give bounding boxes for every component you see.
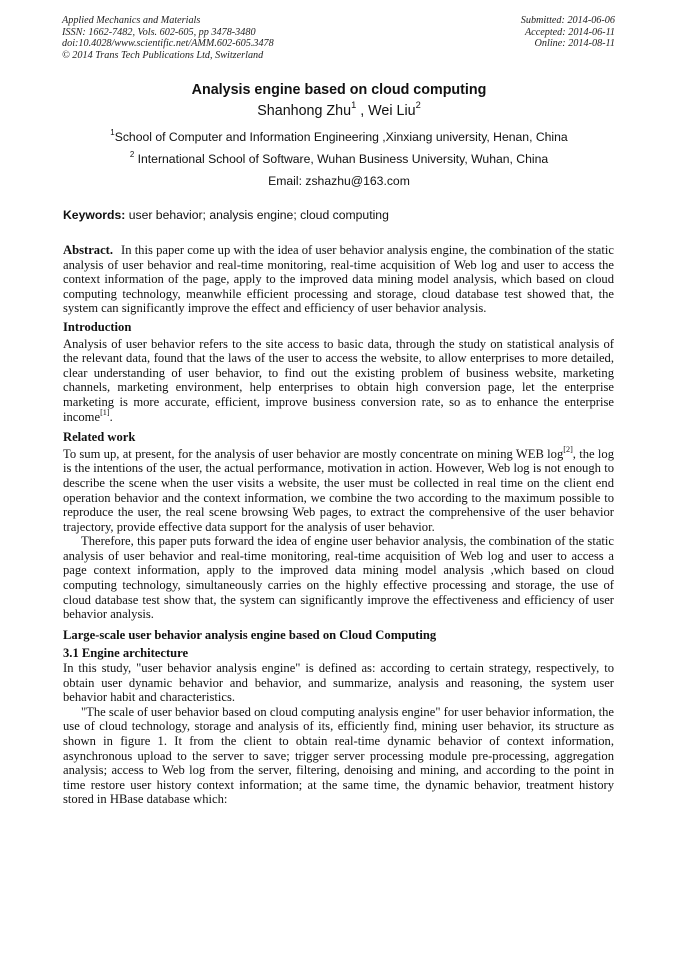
keywords-text: user behavior; analysis engine; cloud computing: [125, 208, 389, 222]
keywords-label: Keywords:: [63, 208, 126, 222]
author-2: Wei Liu: [368, 103, 416, 119]
journal-name: Applied Mechanics and Materials: [62, 15, 201, 26]
issn-line: ISSN: 1662-7482, Vols. 602-605, pp 3478-3480: [62, 26, 256, 38]
author-separator: ,: [356, 103, 369, 119]
journal-header-right: [521, 15, 615, 50]
affiliation-2: [0, 152, 678, 166]
introduction-text: Analysis of user behavior refers to the site access to basic data, through the study on statistical analysis of the relevant data, found that the laws of the user to access the website, to allow enterprises to more detailed, clear understanding of user behavior, to find out the existing problem of business website, marketing channels, marketing environment, help enterprises to obtain high conversion page, let the enterprise marketing is more accurate, efficient, improve business conversion rate, so as to enhance the enterprise income: [63, 336, 614, 424]
doi-line: doi:10.4028/www.scientific.net/AMM.602-605.3478: [62, 38, 274, 50]
section-heading-introduction: Introduction: [63, 319, 132, 334]
affiliation-2-text: International School of Software, Wuhan Business University, Wuhan, China: [134, 152, 549, 166]
related-work-paragraph-1: [63, 444, 614, 535]
engine-architecture-paragraph-1: In this study, "user behavior analysis engine" is defined as: according to certain strategy, respectively, to obtain user dynamic behavior and behavior, and summarize, analysis and reasoning, the system user behavior habit and characteristics.: [63, 661, 614, 705]
journal-header-left: [62, 15, 274, 61]
abstract-label: Abstract.: [63, 243, 114, 257]
affiliation-1-sup: 1: [110, 128, 115, 138]
online-date: Online: 2014-08-11: [534, 38, 615, 50]
citation-2: [2]: [563, 444, 573, 454]
section-heading-large-scale: Large-scale user behavior analysis engine based on Cloud Computing: [63, 627, 437, 642]
related-work-p1-end: , the log is the intentions of the user, the actual performance, motivation in action. However, Web log is not enough to describe the scene when the user visits a website, the user must be collected in real time on the client end operation behavior and the context information, we combine the two according to the maximum possible to reproduce the user, the real scene browsing Web pages, to extract the comprehensive of the user behavior trajectory, provide effective data support for the analysis of user behavior.: [63, 446, 614, 534]
subsection-heading-engine-architecture: 3.1 Engine architecture: [63, 646, 189, 661]
introduction-paragraph: [63, 337, 614, 425]
citation-1: [1]: [100, 407, 110, 417]
affiliation-2-sup: 2: [129, 150, 135, 160]
related-work-paragraph-2: Therefore, this paper puts forward the idea of engine user behavior analysis, the combination of the static analysis of user behavior and real-time monitoring, real-time acquisition of Web log and user to access a page context information, apply to the improved data mining model analysis ,which based on cloud computing technology, simultaneously carries on the highly effective processing and storage, the use of cloud database test show that, the system can significantly improve the effectiveness and efficiency of user behavior analysis.: [63, 534, 614, 622]
accepted-date: Accepted: 2014-06-11: [524, 26, 615, 38]
paper-title: Analysis engine based on cloud computing: [191, 82, 487, 98]
copyright-line: © 2014 Trans Tech Publications Ltd, Switzerland: [62, 49, 264, 61]
abstract-text: In this paper come up with the idea of user behavior analysis engine, the combination of the static analysis of user behavior and real-time monitoring, real-time acquisition of Web log and user to access the context information of the page, apply to the improved data mining model analysis, which based on cloud computing technology, meanwhile efficient processing and storage, cloud database test showed that, the system can significantly improve the effect and efficiency of user behavior analysis.: [63, 243, 614, 316]
related-work-p1-start: To sum up, at present, for the analysis of user behavior are mostly concentrate on mining WEB log: [63, 446, 564, 461]
author-2-sup: 2: [415, 100, 421, 111]
introduction-end: .: [109, 409, 113, 424]
affiliation-1: [0, 130, 678, 144]
paper-body: [63, 243, 614, 807]
engine-architecture-paragraph-2: "The scale of user behavior based on cloud computing analysis engine" for user behavior information, the use of cloud technology, storage and analysis of its, efficiently find, mining user behavior, its structure as shown in figure 1. It from the client to obtain real-time dynamic behavior of context information, asynchronous upload to the server to save; trigger server processing module pre-processing, aggregation analysis; access to Web log from the server, filtering, denoising and mining, and according to the point in time restore user history context information; at the same time, the dynamic behavior, treatment history stored in HBase database which:: [63, 704, 614, 807]
author-1: Shanhong Zhu: [257, 103, 352, 119]
author-1-sup: 1: [351, 100, 357, 111]
keywords: [63, 208, 389, 222]
section-heading-related-work: Related work: [63, 430, 136, 445]
abstract: [63, 243, 614, 316]
email: Email: zshazhu@163.com: [268, 174, 410, 188]
submitted-date: Submitted: 2014-06-06: [520, 15, 615, 26]
affiliation-1-text: School of Computer and Information Engineering ,Xinxiang university, Henan, China: [114, 130, 568, 144]
author-line: [0, 100, 678, 119]
